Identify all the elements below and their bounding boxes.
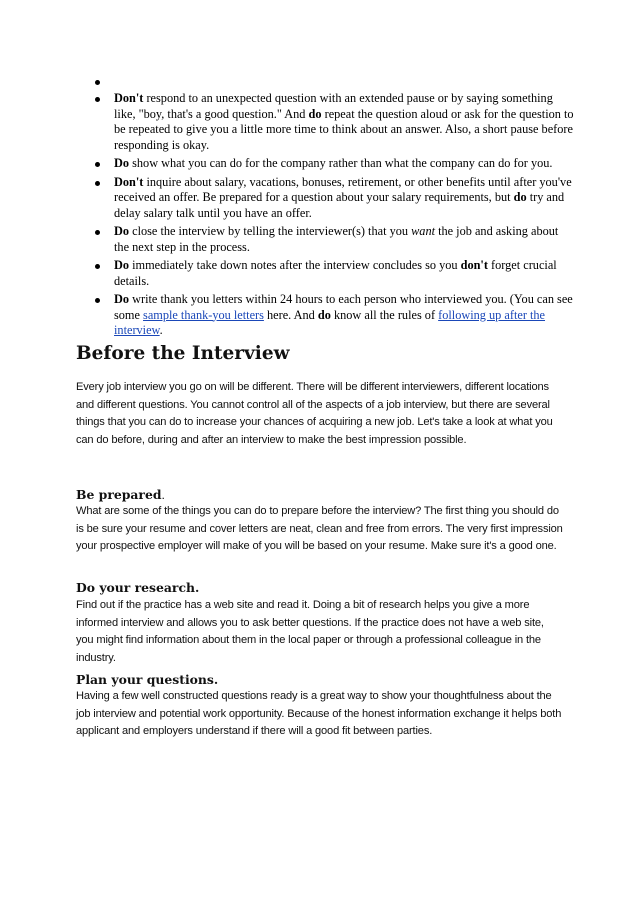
emphasis-text: do [317,307,331,322]
tip-item [76,91,576,153]
tip-text: . [159,323,163,337]
tip-text: here. And [263,307,318,322]
tip-text: inquire about salary, vacations, bonuses, retirement, or other benefits until after you've received an offer. Be prepared for a question about your salary requirements, but [114,174,572,204]
tip-text: forget crucial details. [114,258,557,288]
tip-text: repeat the question aloud or ask for the question to be repeated to give you a little more time to think about an answer. Also, a short pause before responding is okay. [114,106,574,152]
emphasis-text: Don't [114,174,144,189]
subsection-body-be-prepared: What are some of the things you can do to prepare before the interview? The first thing you should do is be sure your resume and cover letters are neat, clean and free from errors. The very first impression your prospective employer will make of you will be based on your resume. Make sure it's a good one. [76,505,563,552]
emphasis-text: Do [114,156,130,170]
section-heading: Before the Interview [76,343,290,364]
subsection-title-do-your-research: Do your research. [76,580,200,595]
tip-text: the job and asking about the next step in the process. [114,224,559,254]
tip-text: show what you can do for the company rather than what the company can do for you. [129,156,553,170]
subsection-title-plan-your-questions: Plan your questions. [76,672,219,687]
subsection-body-do-your-research: Find out if the practice has a web site and read it. Doing a bit of research helps you give a more informed interview and allows you to ask better questions. If the practice does not have a web site, you might find information about them in the local paper or through a professional colleague in the industry. [76,599,544,664]
emphasis-text: do [513,190,527,204]
emphasis-text: Do [114,258,130,272]
section-intro-paragraph: Every job interview you go on will be different. There will be different interviewers, different locations and different questions. You cannot control all of the aspects of a job interview, but there are several things that you can do to increase your chances of acquiring a new job. Let's take a look at what you can do before, during and after an interview to make the best impression possible. [76,381,553,446]
emphasis-text: Do [114,292,130,306]
tip-text: respond to an unexpected question with an extended pause or by saying something like, "boy, that's a good question." And [114,91,553,121]
emphasis-text: Do [114,224,130,238]
emphasis-text: do [308,106,322,121]
following-up-link[interactable]: following up after the interview [114,307,546,337]
tip-item [76,258,576,289]
sample-thank-you-letters-link[interactable]: sample thank-you letters [143,307,264,322]
tip-item [76,175,576,222]
tip-text: write thank you letters within 24 hours to each person who interviewed you. (You can see some [114,292,573,322]
emphasis-text: don't [460,258,488,272]
tip-text: immediately take down notes after the interview concludes so you [129,258,461,272]
tip-item [76,74,576,86]
tip-text: know all the rules of [330,307,439,322]
tip-item [76,292,576,339]
interview-tips-list [76,74,576,342]
tip-item [76,156,576,172]
subsection-body-plan-your-questions: Having a few well constructed questions ready is a great way to show your thoughtfulness about the job interview and potential work opportunity. Because of the honest information exchange it helps both applicant and employers understand if there will a good fit between parties. [76,690,562,737]
tip-text: try and delay salary talk until you have an offer. [114,190,565,220]
tip-item [76,224,576,255]
italic-text: want [411,224,436,238]
subsection-title-be-prepared: Be prepared. [76,487,165,502]
emphasis-text: Don't [114,91,144,105]
tip-text: close the interview by telling the interviewer(s) that you [129,224,412,238]
